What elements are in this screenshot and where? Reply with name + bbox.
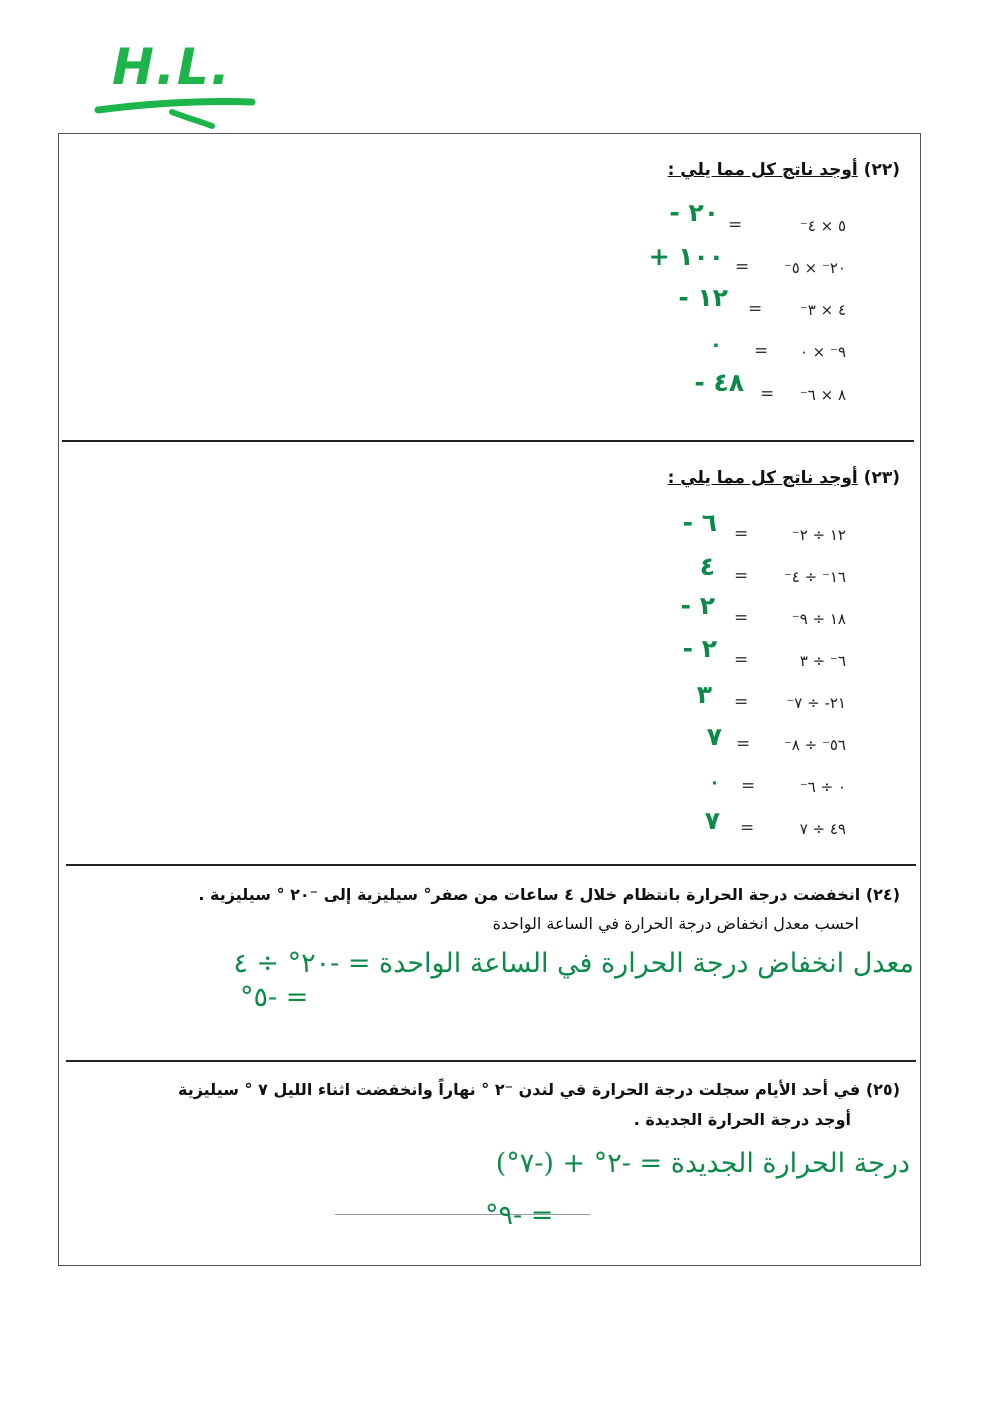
question-number: (٢٢) [863,160,900,180]
section-divider [66,864,916,866]
q23-expression: ٤٩ ÷ ٧ [799,820,846,838]
equals-sign: = [734,650,749,670]
equals-sign: = [760,384,775,404]
question-number: (٢٣) [863,468,900,488]
q23-expression: ١٨ ÷ ٩⁻ [791,610,846,628]
equals-sign: = [741,776,756,796]
q23-answer: ٠ [709,772,720,793]
q23-answer: ٤ [699,552,715,581]
q22-expression: ٩⁻ × ٠ [799,343,846,361]
question-instruction: أوجد ناتج كل مما يلي : [667,468,858,488]
q22-answer: ٠ [709,332,722,356]
q24-handwritten-answer: معدل انخفاض درجة الحرارة في الساعة الواحدة = -٢٠° ÷ ٤ [233,948,914,979]
equals-sign: = [740,818,755,838]
question-22-title [668,160,900,180]
q22-answer: ٤٨ - [694,368,744,397]
question-24-instruction: احسب معدل انخفاض درجة الحرارة في الساعة الواحدة [492,914,859,933]
equals-sign: = [734,566,749,586]
q23-expression: ٢١- ÷ ٧⁻ [786,694,846,712]
question-25-text: (٢٥) في أحد الأيام سجلت درجة الحرارة في لندن ⁻٢ ° نهاراً وانخفضت اثناء الليل ٧ ° سيليزية [177,1080,900,1099]
q22-answer: ٢٠ - [669,198,719,227]
handwritten-signature: H.L. [112,38,232,96]
q22-expression: ٤ × ٣⁻ [799,301,846,319]
equals-sign: = [754,341,769,361]
q22-expression: ٥ × ٤⁻ [799,217,846,235]
section-divider [62,440,914,442]
q23-answer: ٢ - [682,634,717,663]
signature-underline [92,92,262,137]
equals-sign: = [734,524,749,544]
q23-answer: ٦ - [682,508,717,537]
section-divider [66,1060,916,1062]
q24-handwritten-result: = -٥° [240,982,309,1013]
q22-answer: ١٠٠ + [648,242,724,271]
q25-handwritten-answer: درجة الحرارة الجديدة = -٢° + (-٧°) [495,1148,910,1179]
equals-sign: = [734,692,749,712]
q23-expression: ٦⁻ ÷ ٣ [799,652,846,670]
question-instruction: أوجد ناتج كل مما يلي : [667,160,858,180]
equals-sign: = [748,299,763,319]
q23-expression: ١٦⁻ ÷ ٤⁻ [783,568,846,586]
q23-answer: ٧ [706,722,722,751]
q23-expression: ١٢ ÷ ٢⁻ [791,526,846,544]
question-24-text: (٢٤) انخفضت درجة الحرارة بانتظام خلال ٤ ساعات من صفر° سيليزية إلى ⁻٢٠ ° سيليزية . [198,885,900,904]
q23-expression: ٥٦⁻ ÷ ٨⁻ [783,736,846,754]
q22-expression: ٨ × ٦⁻ [799,386,846,404]
question-23-title [668,468,900,488]
q23-answer: ٣ [696,680,712,709]
q22-answer: ١٢ - [678,283,728,312]
equals-sign: = [735,257,750,277]
question-25-instruction: أوجد درجة الحرارة الجديدة . [633,1110,851,1129]
equals-sign: = [734,608,749,628]
equals-sign: = [728,215,743,235]
q25-handwritten-result: = -٩° [485,1200,554,1231]
q23-answer: ٢ - [680,591,715,620]
q23-expression: ٠ ÷ ٦⁻ [799,778,846,796]
equals-sign: = [736,734,751,754]
q22-expression: ٢٠⁻ × ٥⁻ [783,259,846,277]
q23-answer: ٧ [704,806,720,835]
